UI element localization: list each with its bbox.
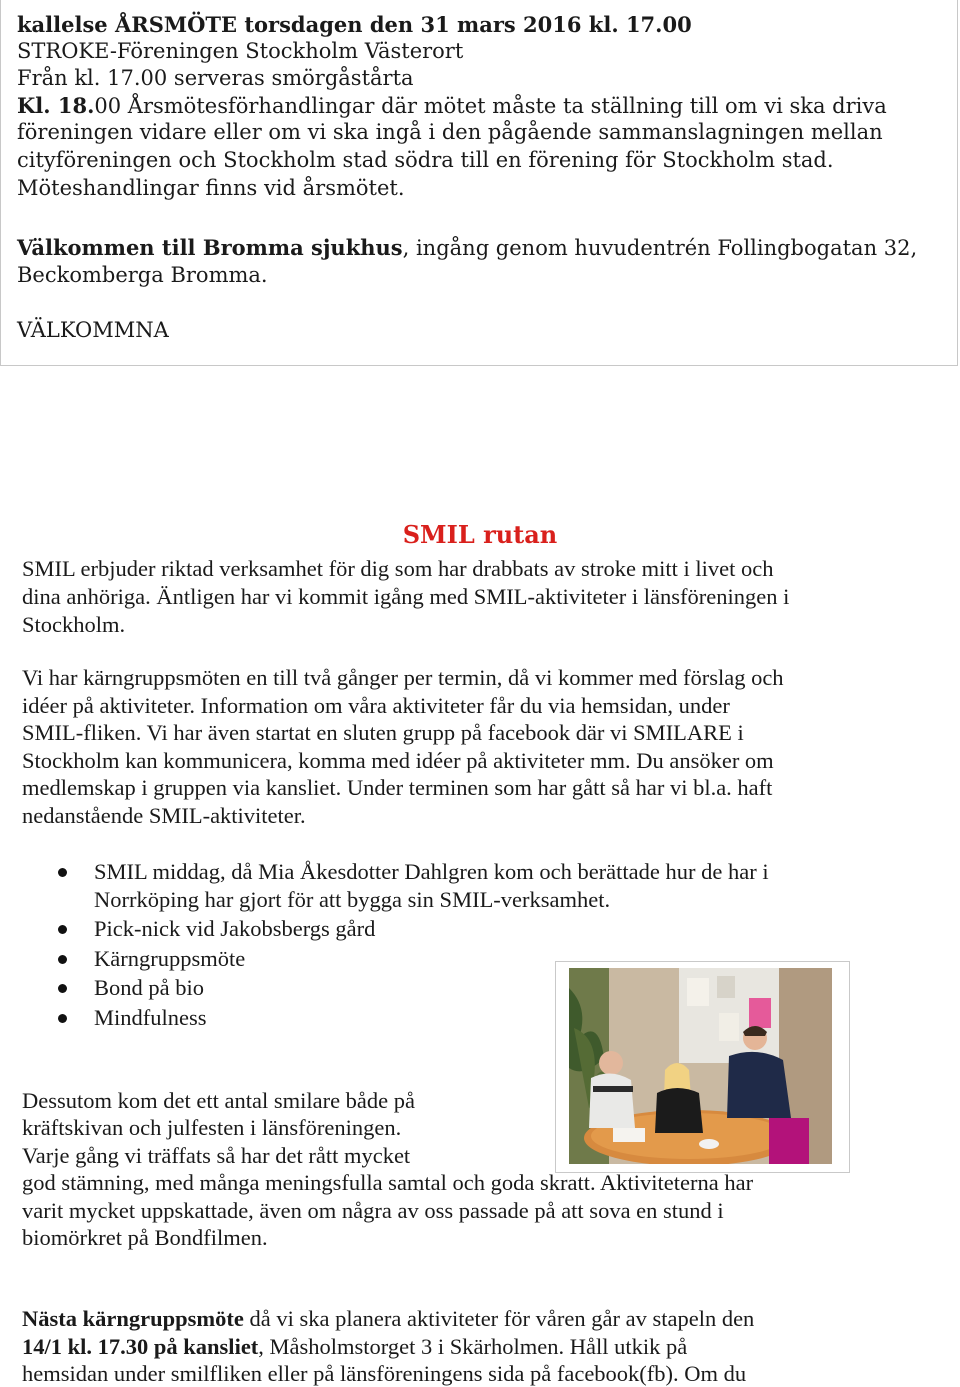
documents-note: Möteshandlingar finns vid årsmötet. [17, 176, 405, 200]
smil-para3-line6: biomörkret på Bondfilmen. [22, 1225, 268, 1250]
next-meeting-time: 14/1 kl. 17.30 på kansliet [22, 1334, 259, 1359]
smil-para2-line5: medlemskap i gruppen via kansliet. Under terminen som har gått så har vi bl.a. haft [22, 775, 773, 800]
photo-illustration [569, 968, 832, 1164]
agenda-line-1 [17, 92, 887, 120]
next-meeting-line3: hemsidan under smilfliken eller på länsföreningens sida på facebook(fb). Om du [22, 1361, 747, 1386]
smil-para1-line3: Stockholm. [22, 612, 126, 637]
welcome-venue: Välkommen till Bromma sjukhus [17, 235, 403, 260]
next-meeting-label: Nästa kärngruppsmöte [22, 1306, 244, 1331]
smil-para1-line2: dina anhöriga. Äntligen har vi kommit igång med SMIL-aktiviteter i länsföreningen i [22, 584, 790, 609]
smil-para3-line2: kräftskivan och julfesten i länsföreningen. [22, 1115, 402, 1140]
bullet-item-2: Pick-nick vid Jakobsbergs gård [94, 916, 376, 941]
bullet-item-1-line2: Norrköping har gjort för att bygga sin SMIL-verksamhet. [94, 887, 611, 912]
bullet-dot [58, 925, 67, 934]
closing-greeting: VÄLKOMMNA [17, 318, 169, 342]
welcome-location: Beckomberga Bromma. [17, 263, 268, 287]
bullet-dot [58, 984, 67, 993]
smil-para2-line4: Stockholm kan kommunicera, komma med idéer på aktiviteter mm. Du ansöker om [22, 748, 774, 773]
smil-para1-line1: SMIL erbjuder riktad verksamhet för dig som har drabbats av stroke mitt i livet och [22, 556, 774, 581]
bullet-item-5: Mindfulness [94, 1005, 207, 1030]
agenda-text: 00 Årsmötesförhandlingar där mötet måste ta ställning till om vi ska driva [94, 94, 887, 118]
next-meeting-text: då vi ska planera aktiviteter för våren går av stapeln den [243, 1306, 755, 1331]
smil-para2-line6: nedanstående SMIL-aktiviteter. [22, 803, 306, 828]
meeting-heading: kallelse ÅRSMÖTE torsdagen den 31 mars 2016 kl. 17.00 [17, 12, 692, 37]
welcome-line [17, 234, 917, 262]
smil-para2-line2: idéer på aktiviteter. Information om våra aktiviteter får du via hemsidan, under [22, 693, 730, 718]
next-meeting-address: , Måsholmstorget 3 i Skärholmen. Håll utkik på [258, 1334, 688, 1359]
bullet-dot [58, 955, 67, 964]
bullet-item-1-line1: SMIL middag, då Mia Åkesdotter Dahlgren kom och berättade hur de har i [94, 859, 769, 884]
people-at-table-photo [569, 968, 832, 1164]
next-meeting-line1 [22, 1305, 754, 1332]
smil-para3-line3: Varje gång vi träffats så har det rått mycket [22, 1143, 411, 1168]
bullet-dot [58, 1014, 67, 1023]
sandwich-cake-note: Från kl. 17.00 serveras smörgåstårta [17, 66, 414, 90]
bullet-item-3: Kärngruppsmöte [94, 946, 246, 971]
agenda-line-3: cityföreningen och Stockholm stad södra till en förening för Stockholm stad. [17, 148, 834, 172]
smil-para3-line1: Dessutom kom det ett antal smilare både på [22, 1088, 416, 1113]
agenda-line-2: föreningen vidare eller om vi ska ingå i den pågående sammanslagningen mellan [17, 120, 883, 144]
organization-name: STROKE-Föreningen Stockholm Västerort [17, 39, 464, 63]
smil-para2-line1: Vi har kärngruppsmöten en till två gånger per termin, då vi kommer med förslag och [22, 665, 784, 690]
smil-para3-line5: varit mycket uppskattade, även om några av oss passade på att sova en stund i [22, 1198, 724, 1223]
smil-para2-line3: SMIL-fliken. Vi har även startat en sluten grupp på facebook där vi SMILARE i [22, 720, 744, 745]
agenda-time: Kl. 18. [17, 93, 95, 118]
smil-title: SMIL rutan [402, 520, 558, 549]
smil-para3-line4: god stämning, med många meningsfulla samtal och goda skratt. Aktiviteterna har [22, 1170, 754, 1195]
next-meeting-line2 [22, 1333, 687, 1360]
bullet-dot [58, 868, 67, 877]
bullet-item-4: Bond på bio [94, 975, 204, 1000]
welcome-entrance: , ingång genom huvudentrén Follingbogatan 32, [402, 236, 918, 260]
